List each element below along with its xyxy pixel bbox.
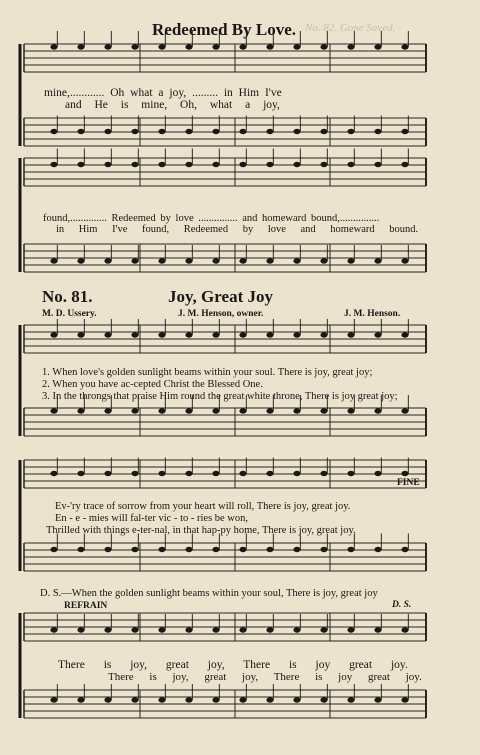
verse-2: 2. When you have ac-cepted Christ the Blessed One.: [42, 379, 263, 390]
ds-line: D. S.—When the golden sunlight beams within your soul, There is joy, great joy: [40, 588, 378, 599]
fine-mark: FINE: [397, 478, 420, 488]
top-lyric-2: and He is mine, Oh, what a joy,: [65, 99, 280, 111]
refrain-lyric-1: There is joy, great joy, There is joy great joy.: [58, 659, 408, 671]
top-lyric-3: found,.............. Redeemed by love ............... and homeward bound,...............: [43, 213, 380, 224]
verse-3: 3. In the throngs that praise Him round the great white throne, There is joy great joy;: [42, 391, 398, 402]
verse-1: 1. When love's golden sunlight beams within your soul. There is joy, great joy;: [42, 367, 373, 378]
song-title: Joy, Great Joy: [168, 287, 273, 306]
composer: J. M. Henson.: [344, 309, 401, 319]
top-song-title: Redeemed By Love.: [152, 20, 297, 39]
top-lyric-4: in Him I've found, Redeemed by love and homeward bound.: [56, 224, 419, 235]
verse-cont-1: Ev-'ry trace of sorrow from your heart will roll, There is joy, great joy.: [55, 501, 351, 512]
ds-mark: D. S.: [392, 600, 412, 610]
top-lyric-1: mine,............ Oh what a joy, ......... in Him I've: [44, 87, 282, 99]
verse-cont-3: Thrilled with things e-ter-nal, in that hap-py home, There is joy, great joy.: [46, 525, 356, 536]
bleed-through-text: No. 82. Gone Saved.: [305, 22, 396, 34]
refrain-label: REFRAIN: [64, 601, 108, 611]
refrain-lyric-2: There is joy, great joy, There is joy great joy.: [108, 671, 422, 683]
lyricist: M. D. Ussery.: [42, 309, 97, 319]
copyright-owner: J. M. Henson, owner.: [178, 309, 264, 319]
song-number: No. 81.: [42, 287, 93, 306]
verse-cont-2: En - e - mies will fal-ter vic - to - ries be won,: [55, 513, 249, 524]
